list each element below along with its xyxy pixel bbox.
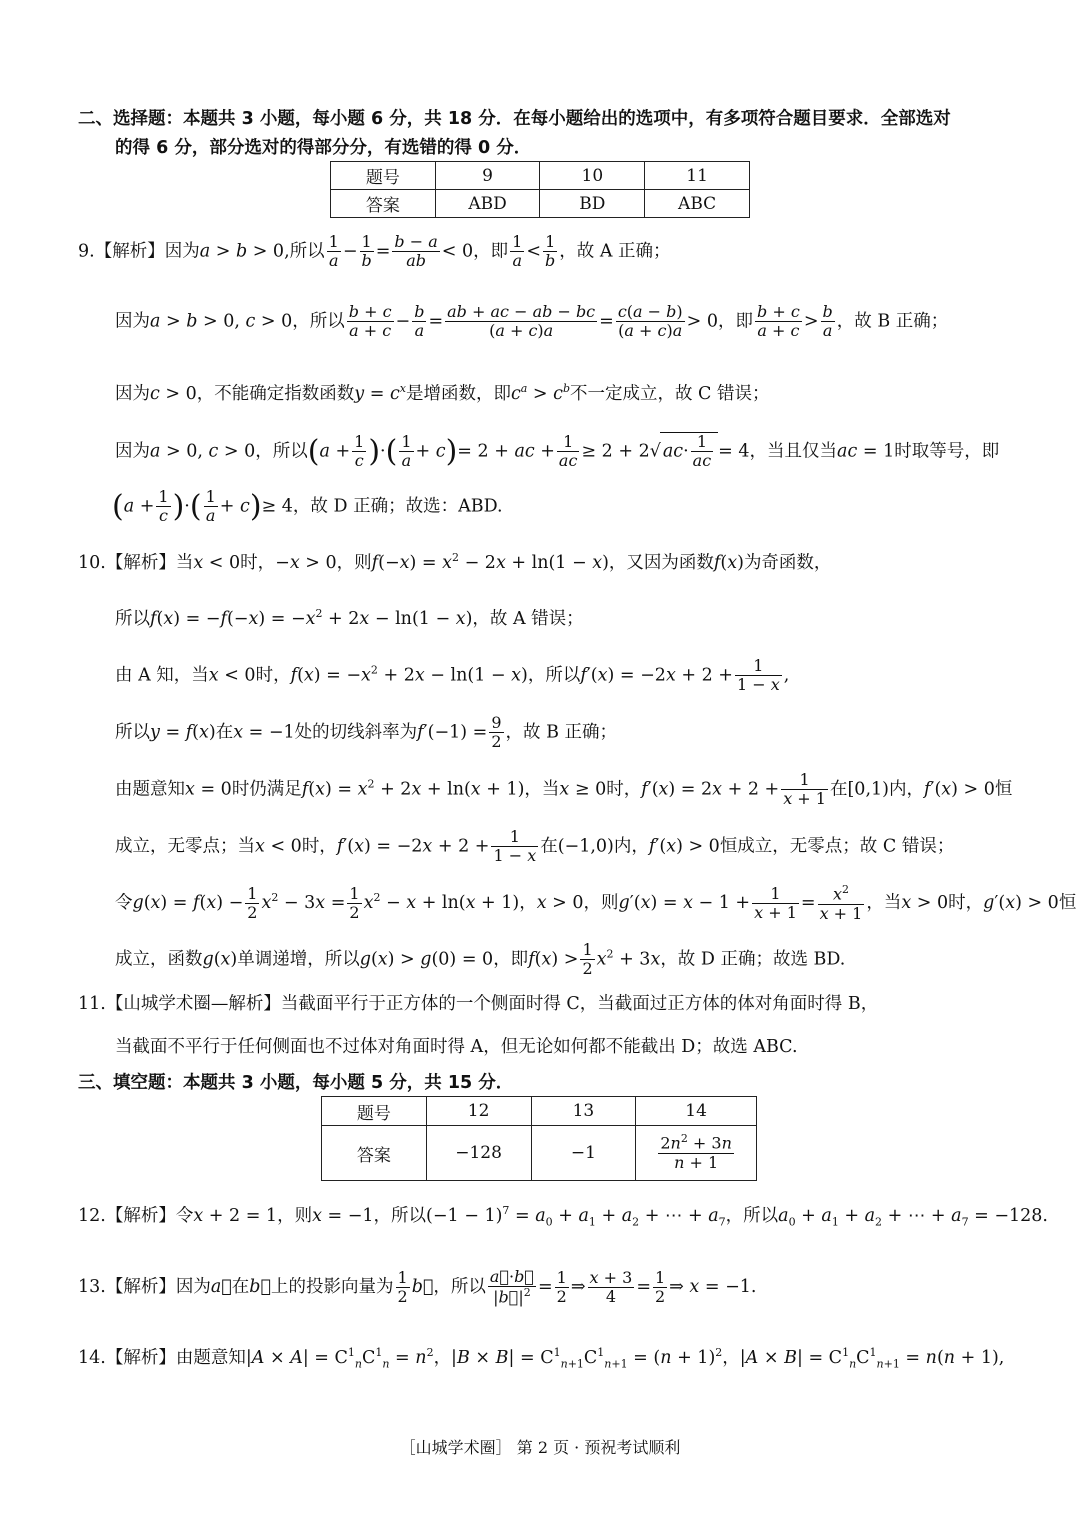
solution-label: 10.【解析】 [78, 552, 176, 573]
answer-table-fill [321, 1096, 757, 1181]
text: 所以 [115, 608, 150, 629]
solution-10-line-7: 令g(x) = f(x) − $\frac{1}{2}$ $x^2 - 3x$ = $\frac{1}{2}$ $x^2 - x + \ln(x + 1)$，x > 0，则g′(x) = x − 1 + $\frac{1}{x + 1}$ = $\frac{x^2}{x + 1}$ ，当x > 0时，g′(x) > 0恒 [115, 883, 1077, 923]
solution-9-line-5: (a + $\frac{1}{c}$ )·( $\frac{1}{a}$ + c)≥ 4，故 D 正确；故选：ABD. [112, 487, 503, 526]
text: ，则 [277, 1205, 313, 1226]
text: ，所以 [292, 311, 345, 332]
solution-10-line-4: 所以y = f(x)在x = −1处的切线斜率为f′(−1) = $\frac{9}{2}$ ，故 B 正确； [115, 713, 617, 752]
table-cell: 答案 [331, 190, 436, 218]
solution-11-line-1: 11.【山城学术圈—解析】当截面平行于正方体的一个侧面时得 C，当截面过正方体的体对角面时得 B， [78, 994, 879, 1014]
text: 所以 [115, 722, 150, 743]
solution-label: 12.【解析】 [78, 1205, 176, 1226]
section2-header-cont: 的得 6 分，部分选对的得部分分，有选错的得 0 分． [115, 138, 532, 158]
text: ，所以 [527, 665, 581, 686]
text: ，故 D 正确；故选 BD. [660, 949, 846, 970]
text: 时， [240, 552, 276, 573]
text: 时， [255, 665, 291, 686]
table-cell: ABC [645, 190, 750, 218]
table-cell: ABD [435, 190, 540, 218]
text: 成立，函数 [115, 949, 203, 970]
table-cell: 10 [540, 162, 645, 190]
text: 由题意知 [175, 1347, 246, 1368]
text: ，当 [524, 779, 560, 800]
text: ，当 [866, 893, 902, 914]
text: 在 [829, 779, 848, 800]
solution-9-line-1: 9.【解析】因为a > b > 0,所以 $\frac{1}{a}$ − $\frac{1}{b}$ = $\frac{b - a}{ab}$ < 0，即 $\frac{1}{a}$ < $\frac{1}{b}$ ，故 A 正确； [78, 232, 671, 271]
text: 当 [175, 552, 194, 573]
text: 因为 [115, 311, 150, 332]
solution-9-line-4: 因为a > 0, c > 0，所以(a + $\frac{1}{c}$ )·( $\frac{1}{a}$ + c)= 2 + ac + $\frac{1}{ac}$ ≥ 2 + 2√ ac· $\frac{1}{ac}$ = 4，当且仅当ac = 1时取等号，即 [115, 432, 1000, 471]
text: 不一定成立，故 C 错误； [570, 383, 770, 404]
table-cell: 12 [426, 1097, 531, 1126]
solution-12-line: 12.【解析】令x + 2 = 1，则x = −1，所以$(-1 - 1)^7 = a_0 + a_1 + a_2$ + ⋯ + $a_7$，所以$a_0 + a_1 + a_2$ + ⋯ + $a_7 = -128$. [78, 1204, 1048, 1229]
text: ，即 [493, 949, 529, 970]
solution-10-line-8: 成立，函数g(x)单调递增，所以g(x) > g(0) = 0，即f(x) > $\frac{1}{2}$ $x^2 + 3x$，故 D 正确；故选 BD. [115, 940, 846, 979]
table-cell: 14 [636, 1097, 757, 1126]
text: 为奇函数， [743, 552, 832, 573]
text: 在 [231, 1277, 250, 1298]
table-cell: 题号 [322, 1097, 427, 1126]
answer-table-choice [330, 161, 750, 218]
table-cell: −128 [426, 1126, 531, 1181]
text: 所以 [289, 241, 325, 262]
text: 令 [175, 1205, 194, 1226]
text: ，所以 [725, 1205, 779, 1226]
text: 恒成立，无零点；故 C 错误； [719, 836, 955, 857]
table-cell: BD [540, 190, 645, 218]
text: 在 [540, 836, 558, 857]
table-cell: 13 [531, 1097, 636, 1126]
solution-10-line-5: 由题意知x = 0时仍满足$f(x) = x^2 + 2x + \ln(x + 1)$，当x ≥ 0时，f′(x) = 2x + 2 + $\frac{1}{x + 1}$ 在[0,1)内，f′(x) > 0恒 [115, 770, 1013, 809]
solution-10-line-6: 成立，无零点；当x < 0时，f′(x) = −2x + 2 + $\frac{1}{1 - x}$ 在(−1,0)内，f′(x) > 0恒成立，无零点；故 C 错误； [115, 827, 955, 866]
text: ，所以 [373, 1205, 427, 1226]
text: ，当且仅当 [749, 441, 838, 462]
text: 恒 [994, 779, 1013, 800]
text: ，又因为函数 [608, 552, 714, 573]
text: ，即 [718, 311, 754, 332]
text: ，故 D 正确；故选：ABD. [292, 496, 503, 517]
table-cell: 11 [645, 162, 750, 190]
text: 处的切线斜率为 [294, 722, 418, 743]
solution-11-line-2: 当截面不平行于任何侧面也不过体对角面时得 A，但无论如何都不能截出 D；故选 ABC. [115, 1037, 798, 1057]
solution-label: 14.【解析】 [78, 1347, 176, 1368]
text: 时取等号，即 [894, 441, 1000, 462]
text: 在 [215, 722, 234, 743]
text: 因为 [175, 1277, 211, 1298]
solution-14-line: 14.【解析】由题意知$|A \times A| = C^1_nC^1_n = n^2$，$|B \times B| = C^1_{n+1}C^1_{n+1} = (n + 1)^2$，$|A \times B| = C^1_nC^1_{n+1} = n(n + 1)$, [78, 1346, 1005, 1371]
text: 时仍满足 [231, 779, 302, 800]
solution-label: 9.【解析】 [78, 241, 165, 262]
solution-10-line-2: 所以$f(x) = -f(-x) = -x^2 + 2x - \ln(1 - x)$，故 A 错误； [115, 607, 584, 629]
text: ，则 [336, 552, 372, 573]
table-cell: 题号 [331, 162, 436, 190]
text: 时， [948, 893, 984, 914]
section3-header: 三、填空题：本题共 3 小题，每小题 5 分，共 15 分． [78, 1073, 514, 1093]
solution-9-line-3: 因为c > 0，不能确定指数函数$y = c^x$是增函数，即$c^a > c^b$不一定成立，故 C 错误； [115, 382, 770, 404]
section2-header: 二、选择题：本题共 3 小题，每小题 6 分，共 18 分．在每小题给出的选项中，有多项符合题目要求．全部选对 [78, 109, 951, 129]
text: 内， [613, 836, 649, 857]
text: ，所以 [255, 441, 308, 462]
text: 单调递增，所以 [237, 949, 360, 970]
text: 是增函数，即 [405, 383, 511, 404]
table-cell: −1 [531, 1126, 636, 1181]
text: 恒 [1058, 893, 1077, 914]
text: ，故 A 错误； [472, 608, 584, 629]
text: ，故 B 正确； [505, 722, 617, 743]
text: 成立，无零点；当 [115, 836, 255, 857]
solution-10-line-3: 由 A 知，当x < 0时，$f(x) = -x^2 + 2x - \ln(1 - x)$，所以f′(x) = −2x + 2 + $\frac{1}{1 - x}$ , [115, 656, 790, 695]
text: ，故 A 正确； [559, 241, 671, 262]
text: 上的投影向量为 [271, 1277, 394, 1298]
text: ，所以 [433, 1277, 486, 1298]
solution-13-line: 13.【解析】因为a⃗在b⃗上的投影向量为 $\frac{1}{2}$ b⃗，所以 $\frac{a⃗\cdot b⃗}{|b⃗|^2}$ = $\frac{1}{2}$ ⇒ $\frac{x + 3}{4}$ = $\frac{1}{2}$ ⇒ x = −1. [78, 1267, 757, 1307]
table-cell: 9 [435, 162, 540, 190]
text: 因为 [115, 383, 150, 404]
text: ，则 [583, 893, 619, 914]
text: 由题意知 [115, 779, 185, 800]
text: ，不能确定指数函数 [196, 383, 355, 404]
text: ，故 B 正确； [836, 311, 949, 332]
solution-10-line-1: 10.【解析】当x < 0时，−x > 0，则$f(-x) = x^2 - 2x + \ln(1 - x)$，又因为函数f(x)为奇函数， [78, 551, 832, 573]
text: 因为 [115, 441, 150, 462]
table-cell-fraction: $\frac{2n^2 + 3n}{n + 1}$ [636, 1126, 757, 1181]
text: 内， [888, 779, 924, 800]
text: 时， [301, 836, 337, 857]
solution-label: 13.【解析】 [78, 1277, 176, 1298]
text: ，即 [473, 241, 509, 262]
text: 令 [115, 893, 133, 914]
table-cell: 答案 [322, 1126, 427, 1181]
solution-9-line-2: 因为a > b > 0, c > 0，所以 $\frac{b + c}{a + c}$ − $\frac{b}{a}$ = $\frac{ab + ac - ab - bc}{(a + c)a}$ = $\frac{c(a - b)}{(a + c)a}$ > 0，即 $\frac{b + c}{a + c}$ > $\frac{b}{a}$ ，故 B 正确； [115, 302, 949, 341]
text: 因为 [164, 241, 200, 262]
text: . [1042, 1205, 1048, 1226]
text: 由 A 知，当 [115, 665, 209, 686]
page-footer: ［山城学术圈］ 第 2 页 · 预祝考试顺利 [399, 1438, 681, 1457]
text: 时， [606, 779, 642, 800]
